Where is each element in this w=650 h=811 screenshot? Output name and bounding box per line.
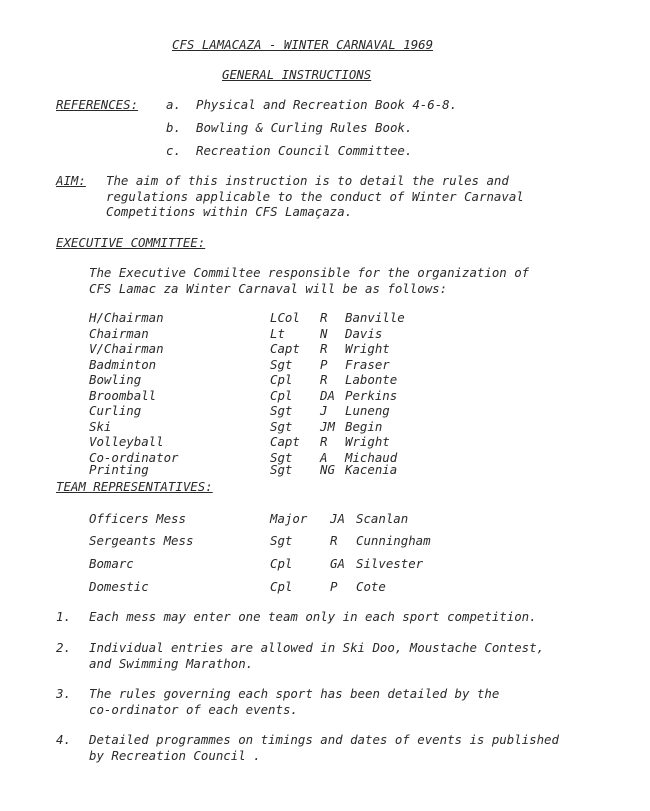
member-rank: Sgt bbox=[270, 450, 293, 465]
member-rank: Cpl bbox=[270, 372, 293, 387]
member-initials: J bbox=[320, 403, 328, 418]
member-initials: R bbox=[320, 341, 328, 356]
member-role: Bowling bbox=[89, 372, 142, 387]
executive-heading: EXECUTIVE COMMITTEE: bbox=[56, 235, 206, 250]
team-initials: R bbox=[330, 533, 338, 548]
aim-line: The aim of this instruction is to detail the rules and bbox=[106, 173, 509, 188]
member-initials: NG bbox=[320, 462, 335, 477]
member-rank: Sgt bbox=[270, 403, 293, 418]
reference-letter: b. bbox=[166, 120, 181, 135]
member-rank: Sgt bbox=[270, 462, 293, 477]
rule-text: and Swimming Marathon. bbox=[89, 656, 254, 671]
reference-text: Physical and Recreation Book 4-6-8. bbox=[196, 97, 458, 112]
team-name: Cote bbox=[356, 579, 386, 594]
member-rank: Capt bbox=[270, 434, 300, 449]
rule-number: 3. bbox=[56, 686, 71, 701]
team-rank: Cpl bbox=[270, 556, 293, 571]
rule-text: The rules governing each sport has been detailed by the bbox=[89, 686, 500, 701]
team-name: Silvester bbox=[356, 556, 424, 571]
member-initials: R bbox=[320, 372, 328, 387]
member-rank: LCol bbox=[270, 310, 300, 325]
member-initials: P bbox=[320, 357, 328, 372]
member-role: Broomball bbox=[89, 388, 157, 403]
member-initials: DA bbox=[320, 388, 335, 403]
member-rank: Sgt bbox=[270, 357, 293, 372]
aim-line: regulations applicable to the conduct of Winter Carnaval bbox=[106, 189, 524, 204]
team-role: Bomarc bbox=[89, 556, 134, 571]
member-role: Chairman bbox=[89, 326, 149, 341]
member-role: Volleyball bbox=[89, 434, 164, 449]
rule-number: 1. bbox=[56, 609, 71, 624]
team-role: Sergeants Mess bbox=[89, 533, 194, 548]
document-subtitle: GENERAL INSTRUCTIONS bbox=[222, 67, 372, 82]
aim-line: Competitions within CFS Lamaçaza. bbox=[106, 204, 353, 219]
member-name: Michaud bbox=[345, 450, 398, 465]
member-rank: Lt bbox=[270, 326, 285, 341]
team-role: Officers Mess bbox=[89, 511, 186, 526]
reference-text: Bowling & Curling Rules Book. bbox=[196, 120, 413, 135]
reference-letter: c. bbox=[166, 143, 181, 158]
team-rank: Major bbox=[270, 511, 308, 526]
member-role: Ski bbox=[89, 419, 112, 434]
team-initials: GA bbox=[330, 556, 345, 571]
member-role: H/Chairman bbox=[89, 310, 164, 325]
team-name: Scanlan bbox=[356, 511, 409, 526]
member-initials: R bbox=[320, 434, 328, 449]
reference-text: Recreation Council Committee. bbox=[196, 143, 413, 158]
team-rank: Sgt bbox=[270, 533, 293, 548]
member-role: Badminton bbox=[89, 357, 157, 372]
member-name: Luneng bbox=[345, 403, 390, 418]
references-label: REFERENCES: bbox=[56, 97, 139, 112]
member-rank: Capt bbox=[270, 341, 300, 356]
member-name: Wright bbox=[345, 434, 390, 449]
rule-text: Detailed programmes on timings and dates of events is published bbox=[89, 732, 559, 747]
member-initials: N bbox=[320, 326, 328, 341]
team-heading: TEAM REPRESENTATIVES: bbox=[56, 479, 213, 494]
member-name: Labonte bbox=[345, 372, 398, 387]
rule-text: co-ordinator of each events. bbox=[89, 702, 298, 717]
member-role: Printing bbox=[89, 462, 149, 477]
rule-number: 4. bbox=[56, 732, 71, 747]
team-name: Cunningham bbox=[356, 533, 431, 548]
member-initials: A bbox=[320, 450, 328, 465]
member-name: Kacenia bbox=[345, 462, 398, 477]
member-name: Wright bbox=[345, 341, 390, 356]
member-rank: Sgt bbox=[270, 419, 293, 434]
executive-intro-line: The Executive Commiltee responsible for the organization of bbox=[89, 265, 530, 280]
member-rank: Cpl bbox=[270, 388, 293, 403]
member-name: Fraser bbox=[345, 357, 390, 372]
document-title: CFS LAMACAZA - WINTER CARNAVAL 1969 bbox=[172, 37, 434, 52]
member-role: V/Chairman bbox=[89, 341, 164, 356]
team-initials: JA bbox=[330, 511, 345, 526]
reference-letter: a. bbox=[166, 97, 181, 112]
member-role: Co-ordinator bbox=[89, 450, 179, 465]
team-role: Domestic bbox=[89, 579, 149, 594]
team-rank: Cpl bbox=[270, 579, 293, 594]
rule-text: by Recreation Council . bbox=[89, 748, 261, 763]
member-name: Perkins bbox=[345, 388, 398, 403]
member-initials: JM bbox=[320, 419, 335, 434]
rule-text: Each mess may enter one team only in each sport competition. bbox=[89, 609, 537, 624]
rule-number: 2. bbox=[56, 640, 71, 655]
member-initials: R bbox=[320, 310, 328, 325]
member-name: Davis bbox=[345, 326, 383, 341]
member-role: Curling bbox=[89, 403, 142, 418]
rule-text: Individual entries are allowed in Ski Doo, Moustache Contest, bbox=[89, 640, 545, 655]
aim-label: AIM: bbox=[56, 173, 86, 188]
team-initials: P bbox=[330, 579, 338, 594]
executive-intro-line: CFS Lamac za Winter Carnaval will be as follows: bbox=[89, 281, 448, 296]
member-name: Begin bbox=[345, 419, 383, 434]
member-name: Banville bbox=[345, 310, 405, 325]
